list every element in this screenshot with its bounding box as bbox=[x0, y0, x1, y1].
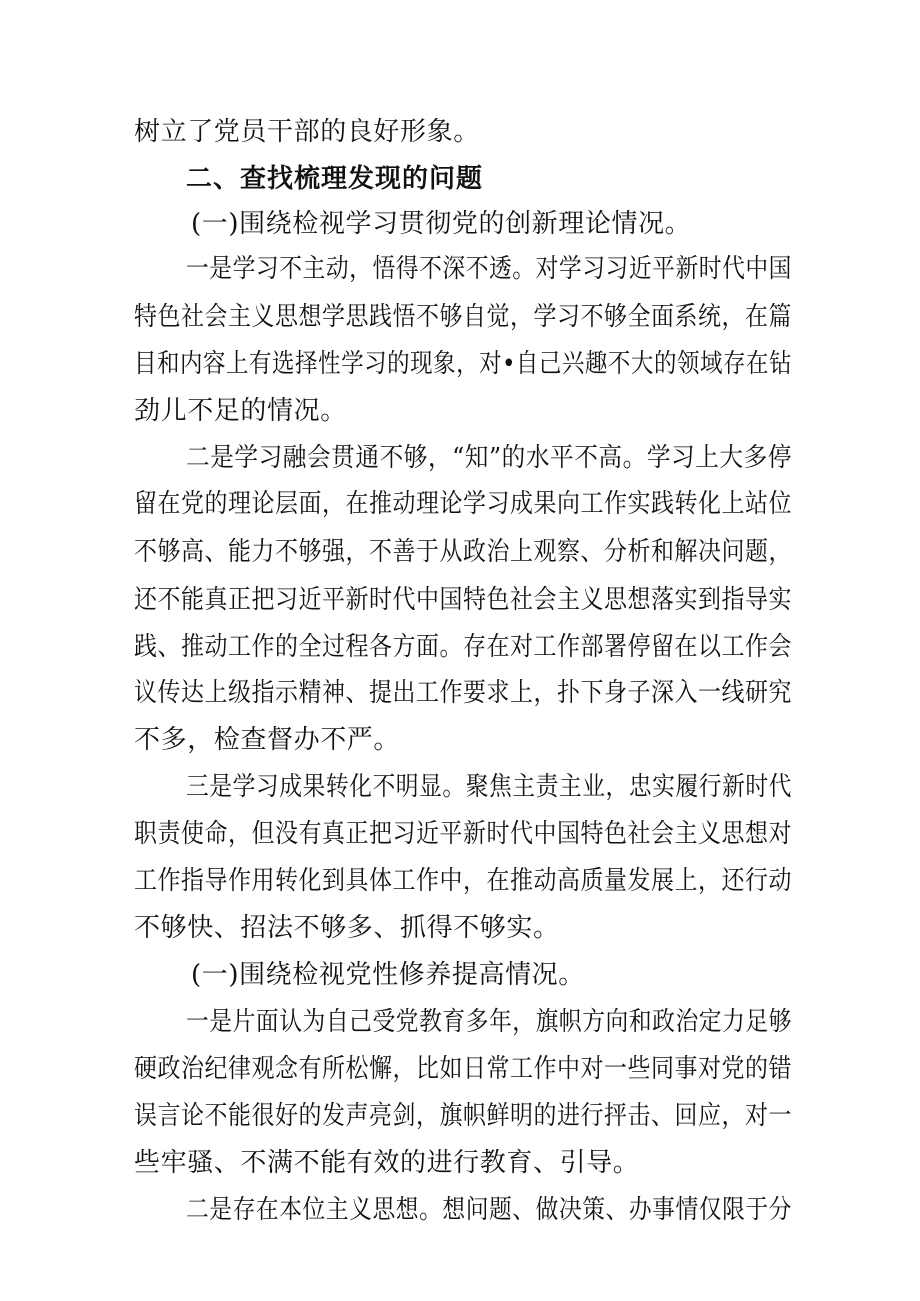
paragraph-line: 不多，检查督办不严。 bbox=[134, 725, 401, 755]
paragraph-line: 三是学习成果转化不明显。聚焦主责主业，忠实履行新时代 bbox=[186, 772, 792, 802]
paragraph-line: 特色社会主义思想学思践悟不够自觉，学习不够全面系统，在篇 bbox=[134, 302, 792, 332]
paragraph-line: 劲儿不足的情况。 bbox=[134, 396, 347, 426]
paragraph-line: 议传达上级指示精神、提出工作要求上，扑下身子深入一线研究 bbox=[134, 678, 792, 708]
section-heading: 二、查找梳理发现的问题 bbox=[186, 164, 484, 194]
subsection-heading: (一)围绕检视党性修养提高情况。 bbox=[191, 960, 585, 990]
paragraph-line: 职责使命，但没有真正把习近平新时代中国特色社会主义思想对 bbox=[134, 819, 792, 849]
paragraph-line: 还不能真正把习近平新时代中国特色社会主义思想落实到指导实 bbox=[134, 585, 792, 615]
paragraph-line: 二是学习融会贯通不够，“知”的水平不高。学习上大多停 bbox=[186, 443, 792, 473]
paragraph-line: 不够高、能力不够强，不善于从政治上观察、分析和解决问题， bbox=[134, 537, 792, 567]
paragraph-line: 硬政治纪律观念有所松懈，比如日常工作中对一些同事对党的错 bbox=[134, 1054, 792, 1084]
paragraph-line: 践、推动工作的全过程各方面。存在对工作部署停留在以工作会 bbox=[134, 632, 792, 662]
paragraph-line: 树立了党员干部的良好形象。 bbox=[134, 117, 480, 147]
paragraph-line: 工作指导作用转化到具体工作中，在推动高质量发展上，还行动 bbox=[134, 866, 792, 896]
paragraph-line: 留在党的理论层面，在推动理论学习成果向工作实践转化上站位 bbox=[134, 489, 792, 519]
subsection-heading: (一)围绕检视学习贯彻党的创新理论情况。 bbox=[191, 209, 692, 239]
paragraph-line: 目和内容上有选择性学习的现象，对•自己兴趣不大的领域存在钻 bbox=[134, 349, 792, 379]
paragraph-line: 一是学习不主动，悟得不深不透。对学习习近平新时代中国 bbox=[186, 254, 792, 284]
paragraph-line: 误言论不能很好的发声亮剑，旗帜鲜明的进行抨击、回应，对一 bbox=[134, 1101, 792, 1131]
paragraph-line: 些牢骚、不满不能有效的进行教育、引导。 bbox=[134, 1148, 640, 1178]
paragraph-line: 一是片面认为自己受党教育多年，旗帜方向和政治定力足够 bbox=[186, 1007, 792, 1037]
paragraph-line: 二是存在本位主义思想。想问题、做决策、办事情仅限于分 bbox=[186, 1195, 792, 1225]
paragraph-line: 不够快、招法不够多、抓得不够实。 bbox=[134, 913, 560, 943]
